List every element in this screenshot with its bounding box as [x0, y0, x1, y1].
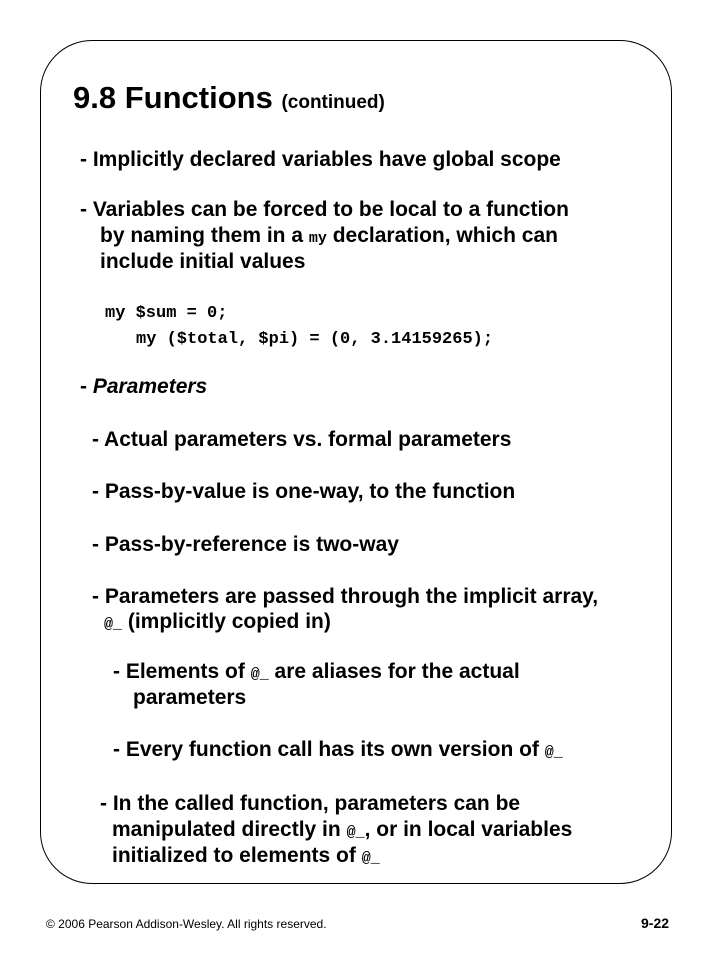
param-aliases-2: parameters — [133, 686, 247, 709]
param-pass-by-reference: - Pass-by-reference is two-way — [92, 533, 399, 556]
param-actual-formal: - Actual parameters vs. formal parameters — [92, 428, 512, 451]
code-line-2: my ($total, $pi) = (0, 3.14159265); — [136, 330, 494, 349]
bullet-local-vars-2: by naming them in a my declaration, which can — [100, 224, 558, 247]
page-number: 9-22 — [641, 915, 670, 931]
code-line-1: my $sum = 0; — [105, 304, 228, 323]
param-own-version: - Every function call has its own version of @_ — [113, 738, 563, 761]
bullet-global-scope: - Implicitly declared variables have global scope — [80, 148, 561, 171]
code-my: my — [308, 230, 327, 247]
bullet-local-vars-3: include initial values — [100, 250, 306, 273]
param-pass-by-value: - Pass-by-value is one-way, to the function — [92, 480, 516, 503]
title-sub: (continued) — [281, 92, 385, 113]
param-implicit-array-2: @_ (implicitly copied in) — [104, 610, 331, 633]
bullet-local-vars-1: - Variables can be forced to be local to a function — [80, 198, 569, 221]
param-aliases-1: - Elements of @_ are aliases for the actual — [113, 660, 520, 683]
title-main: 9.8 Functions — [73, 80, 273, 115]
param-called-function-3: initialized to elements of @_ — [112, 844, 380, 867]
parameters-heading: - Parameters — [80, 375, 208, 398]
copyright-notice: © 2006 Pearson Addison-Wesley. All rights reserved. — [46, 917, 327, 931]
param-implicit-array-1: - Parameters are passed through the implicit array, — [92, 585, 599, 608]
param-called-function-1: - In the called function, parameters can be — [100, 792, 521, 815]
slide-title — [73, 80, 385, 116]
param-called-function-2: manipulated directly in @_, or in local variables — [112, 818, 573, 841]
